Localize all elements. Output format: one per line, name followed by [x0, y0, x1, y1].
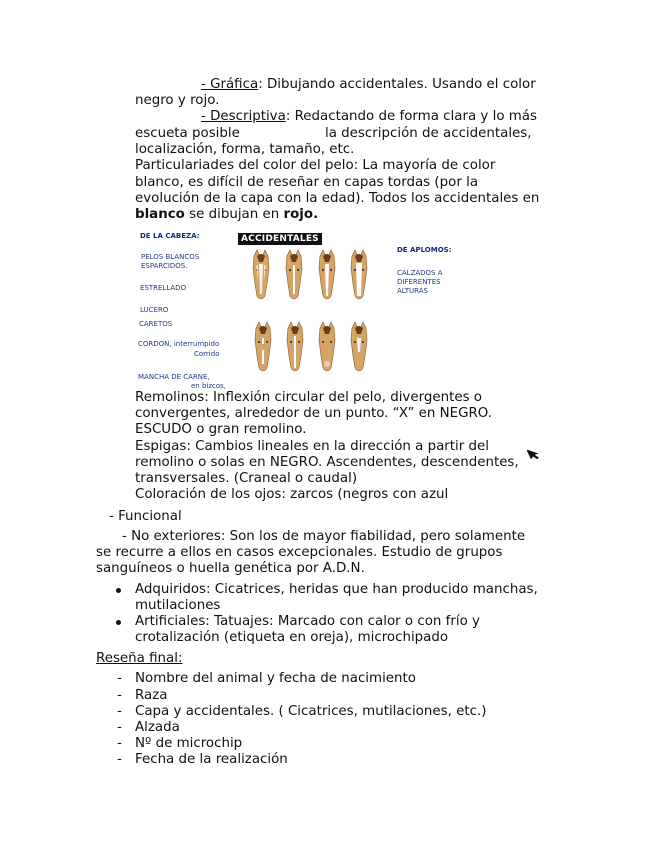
particularidades-l1: Particulariades del color del pelo: La mayoría de color — [135, 158, 496, 173]
grafica-cont: negro y rojo. — [135, 93, 220, 108]
resena-title: Reseña final: — [96, 651, 183, 666]
horse-head-cordon — [255, 322, 271, 371]
figure-left-item: ESPARCIDOS. — [141, 262, 188, 270]
bullet-adquiridos-l1: Adquiridos: Cicatrices, heridas que han producido manchas, — [135, 582, 538, 597]
figure-left-header: DE LA CABEZA: — [140, 232, 200, 240]
descriptiva-line2b: la descripción de accidentales, — [325, 126, 532, 141]
resena-dash: - — [117, 736, 122, 751]
remolinos-l3: ESCUDO o gran remolino. — [135, 422, 307, 437]
resena-dash: - — [117, 688, 122, 703]
figure-title: ACCIDENTALES — [238, 233, 322, 245]
resena-item: Nombre del animal y fecha de nacimiento — [135, 671, 416, 686]
no-exteriores-l2: se recurre a ellos en casos excepcionales. Estudio de grupos — [96, 545, 503, 560]
resena-item: Nº de microchip — [135, 736, 243, 751]
resena-dash: - — [117, 720, 122, 735]
figure-right-header: DE APLOMOS: — [397, 246, 452, 254]
particularidades-l3: evolución de la capa con la edad). Todos los accidentales en — [135, 191, 540, 206]
horse-head-bizcos — [351, 322, 367, 371]
resena-item: Alzada — [135, 720, 180, 735]
ojos-line: Coloración de los ojos: zarcos (negros con azul — [135, 487, 449, 502]
descriptiva-label: - Descriptiva — [201, 109, 286, 124]
horse-head-mancha — [319, 322, 335, 371]
horse-head-carretos — [351, 250, 367, 299]
no-exteriores-l3: sanguíneos o huella genética por A.D.N. — [96, 561, 365, 576]
bold-blanco: blanco — [135, 207, 185, 222]
funcional-line: - Funcional — [109, 509, 182, 524]
grafica-text: : Dibujando accidentales. Usando el color — [258, 77, 536, 92]
espigas-l2: remolino o solas en NEGRO. Ascendentes, descendentes, — [135, 455, 519, 470]
resena-dash: - — [117, 704, 122, 719]
figure-left-item: LUCERO — [140, 306, 169, 314]
particularidades-l2: blanco, es difícil de reseñar en capas tordas (por la — [135, 175, 479, 190]
figure-right-item: CALZADOS A — [397, 269, 443, 277]
figure-left-item: ESTRELLADO — [140, 284, 187, 292]
particularidades-l4-mid: se dibujan en — [184, 207, 284, 222]
descriptiva-line — [201, 109, 537, 125]
bullet-artificiales-l1: Artificiales: Tatuajes: Marcado con calor o con frío y — [135, 614, 480, 629]
horse-heads-svg — [136, 226, 466, 390]
figure-left-item: CARETOS — [139, 320, 173, 328]
remolinos-l1: Remolinos: Inflexión circular del pelo, divergentes o — [135, 390, 482, 405]
figure-left-item: Corrido — [194, 350, 220, 358]
espigas-l3: transversales. (Craneal o caudal) — [135, 471, 358, 486]
bullet-artificiales-l2: crotalización (etiqueta en oreja), microchipado — [135, 630, 449, 645]
descriptiva-line2a: escueta posible — [135, 126, 240, 141]
figure-right-item: DIFERENTES — [397, 278, 441, 286]
figure-left-item: en bizcos, — [191, 382, 227, 390]
resena-item: Fecha de la realización — [135, 752, 288, 767]
horse-head-lucero — [319, 250, 335, 299]
horse-head-corrido — [287, 322, 303, 371]
resena-item: Raza — [135, 688, 168, 703]
remolinos-l2: convergentes, alrededor de un punto. “X” en NEGRO. — [135, 406, 493, 421]
grafica-line — [201, 77, 536, 93]
descriptiva-text: : Redactando de forma clara y lo más — [285, 109, 537, 124]
no-exteriores-l1: - No exteriores: Son los de mayor fiabilidad, pero solamente — [122, 529, 526, 544]
figure-left-item: PELOS BLANCOS — [141, 253, 200, 261]
bold-rojo: rojo. — [283, 207, 319, 222]
particularidades-l4 — [135, 207, 318, 223]
accidentales-figure — [136, 226, 466, 390]
descriptiva-line3: localización, forma, tamaño, etc. — [135, 142, 355, 157]
grafica-label: - Gráfica — [201, 77, 259, 92]
arrow-cursor-icon — [527, 446, 541, 460]
espigas-l1: Espigas: Cambios lineales en la dirección a partir del — [135, 439, 489, 454]
bullet-adquiridos-l2: mutilaciones — [135, 598, 221, 613]
figure-left-item: MANCHA DE CARNE, — [138, 373, 210, 381]
resena-dash: - — [117, 752, 122, 767]
bullet-dot — [116, 620, 121, 625]
bullet-dot — [116, 588, 121, 593]
resena-item: Capa y accidentales. ( Cicatrices, mutilaciones, etc.) — [135, 704, 487, 719]
figure-left-item: CORDON, interrumpido — [138, 340, 220, 348]
resena-dash: - — [117, 671, 122, 686]
figure-right-item: ALTURAS — [397, 287, 428, 295]
horse-head-pelos-blancos — [253, 250, 269, 299]
horse-head-estrellado — [286, 250, 302, 299]
